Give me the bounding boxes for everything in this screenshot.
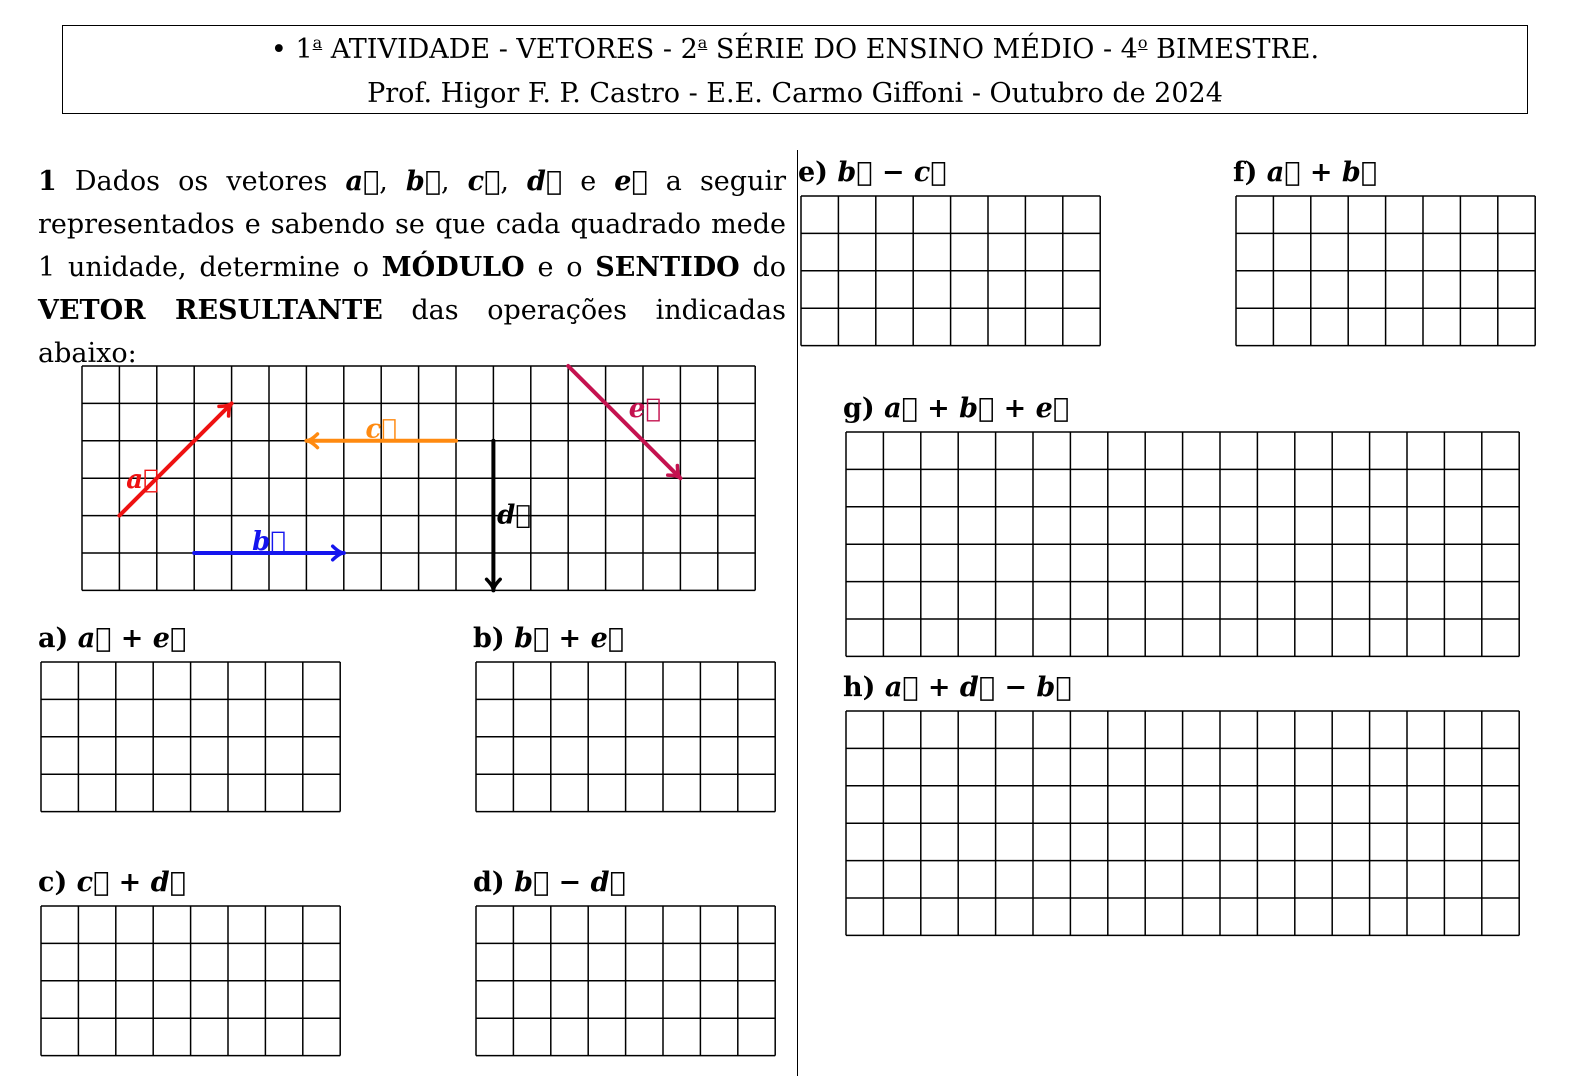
question-text: 1 Dados os vetores a⃗, b⃗, c⃗, d⃗ e e⃗ a seguir representados e sabendo se que cada quadrado mede 1 unidade, determine o MÓDULO e o SENTIDO do VETOR RESULTANTE das operações indicadas abaixo: [38, 166, 787, 369]
grid-lines [846, 432, 1519, 656]
answer-grid-f [1232, 192, 1539, 350]
vector-b-label: b⃗ [252, 526, 286, 557]
answer-grid-h [842, 707, 1523, 939]
grid-lines [41, 662, 340, 812]
item-b-label: b) b⃗ + e⃗ [473, 623, 624, 654]
vector-a-label: a⃗ [126, 465, 159, 496]
vector-a-line [119, 403, 231, 515]
grid-lines [1236, 196, 1535, 346]
answer-grid-b [472, 658, 779, 816]
grid-lines [476, 662, 775, 812]
vector-e [568, 366, 680, 478]
item-g-label: g) a⃗ + b⃗ + e⃗ [843, 393, 1070, 424]
header-title: • 1$^a$ ATIVIDADE - VETORES - 2$^a$ SÉRIE DO ENSINO MÉDIO - 4$^o$ BIMESTRE. [270, 33, 1320, 65]
item-c-label: c) c⃗ + d⃗ [38, 867, 186, 898]
vector-a [119, 403, 231, 515]
answer-grid-e [797, 192, 1104, 350]
item-e-label: e) b⃗ − c⃗ [798, 157, 947, 188]
item-d-label: d) b⃗ − d⃗ [473, 867, 626, 898]
vector-b [194, 527, 344, 560]
answer-grid-a [37, 658, 344, 816]
item-h-label: h) a⃗ + d⃗ − b⃗ [843, 672, 1072, 703]
vector-e-label: e⃗ [628, 394, 661, 425]
grid-lines [801, 196, 1100, 346]
answer-grid-g [842, 428, 1523, 660]
header-subtitle: Prof. Higor F. P. Castro - E.E. Carmo Giffoni - Outubro de 2024 [367, 78, 1223, 109]
bullet: • [270, 34, 287, 65]
answer-grid-c [37, 902, 344, 1060]
answer-grid-d [472, 902, 779, 1060]
vector-grid [78, 362, 759, 594]
grid-lines [846, 711, 1519, 935]
vector-c-label: c⃗ [365, 414, 397, 445]
vector-e-line [568, 366, 680, 478]
vector-c [306, 415, 456, 448]
header-box [62, 25, 1528, 114]
grid-lines [476, 906, 775, 1056]
vector-d-label: d⃗ [497, 500, 531, 531]
item-a-label: a) a⃗ + e⃗ [38, 623, 187, 654]
vector-d [487, 441, 531, 591]
grid-lines [41, 906, 340, 1056]
item-f-label: f) a⃗ + b⃗ [1233, 157, 1377, 188]
